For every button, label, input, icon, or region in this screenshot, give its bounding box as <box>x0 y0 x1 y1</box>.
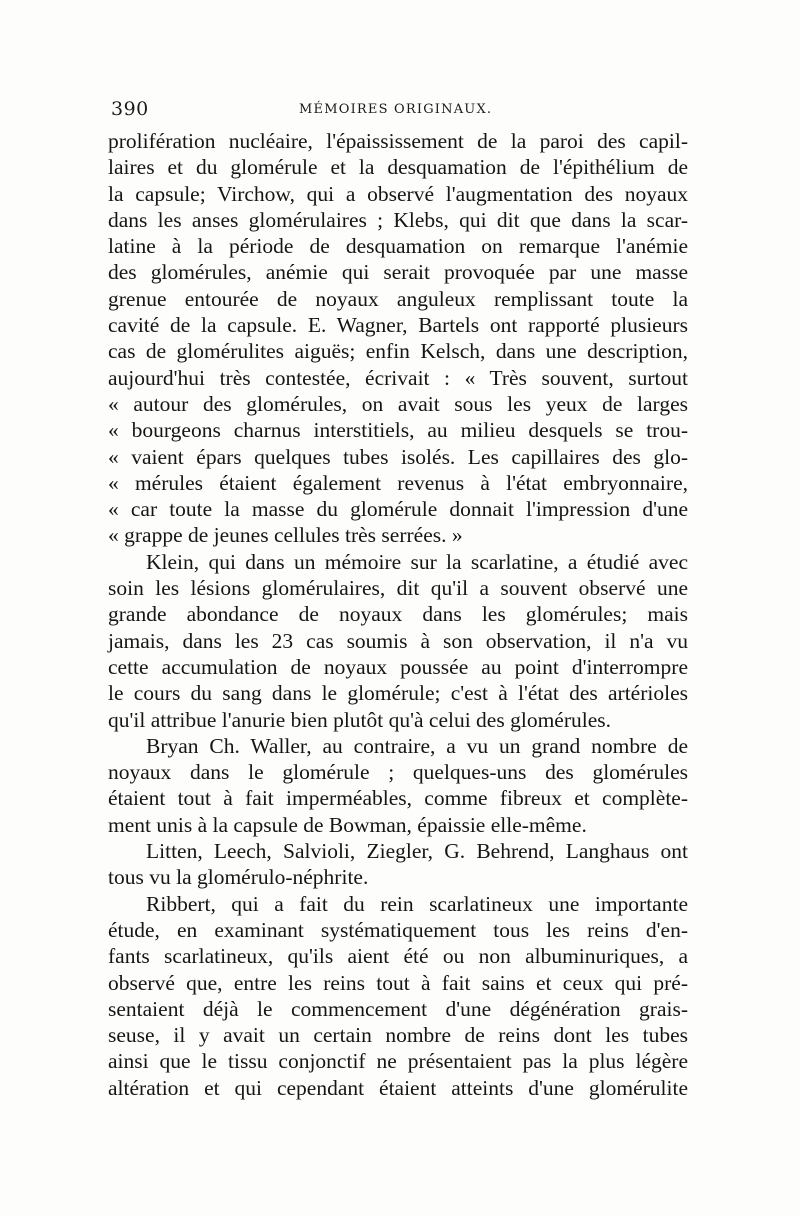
text-line: « vaient épars quelques tubes isolés. Les capillaires des glo- <box>108 444 688 469</box>
text-line: le cours du sang dans le glomérule; c'est à l'état des artérioles <box>108 681 688 706</box>
text-line: « car toute la masse du glomérule donnait l'impression d'une <box>108 497 688 522</box>
text-line: cavité de la capsule. E. Wagner, Bartels ont rapporté plusieurs <box>108 313 688 338</box>
body-text <box>108 128 688 1101</box>
text-line: « mérules étaient également revenus à l'état embryonnaire, <box>108 470 688 495</box>
text-line: seuse, il y avait un certain nombre de reins dont les tubes <box>108 1023 688 1048</box>
running-title: MÉMOIRES ORIGINAUX. <box>299 102 493 117</box>
text-line: cette accumulation de noyaux poussée au point d'interrompre <box>108 654 688 679</box>
page-header <box>111 98 681 126</box>
text-line: ainsi que le tissu conjonctif ne présentaient pas la plus légère <box>108 1049 688 1074</box>
text-line: Bryan Ch. Waller, au contraire, a vu un grand nombre de <box>146 733 688 758</box>
text-line: dans les anses glomérulaires ; Klebs, qui dit que dans la scar- <box>108 207 688 232</box>
text-line: « bourgeons charnus interstitiels, au milieu desquels se trou- <box>108 418 688 443</box>
text-line: sentaient déjà le commencement d'une dégénération grais- <box>108 996 688 1021</box>
text-line: grande abondance de noyaux dans les glomérules; mais <box>108 602 688 627</box>
text-line: étaient tout à fait imperméables, comme fibreux et complète- <box>108 786 688 811</box>
text-line: étude, en examinant systématiquement tous les reins d'en- <box>108 917 688 942</box>
text-line: Klein, qui dans un mémoire sur la scarlatine, a étudié avec <box>146 549 688 574</box>
text-line: laires et du glomérule et la desquamation de l'épithélium de <box>108 155 688 180</box>
text-line: soin les lésions glomérulaires, dit qu'il a souvent observé une <box>108 576 688 601</box>
page-number: 390 <box>111 98 149 120</box>
text-line: prolifération nucléaire, l'épaississement de la paroi des capil- <box>108 129 688 153</box>
text-line: Litten, Leech, Salvioli, Ziegler, G. Behrend, Langhaus ont <box>146 839 688 864</box>
text-line: Ribbert, qui a fait du rein scarlatineux une importante <box>146 891 688 916</box>
text-line: noyaux dans le glomérule ; quelques-uns des glomérules <box>108 760 688 785</box>
text-line: observé que, entre les reins tout à fait sains et ceux qui pré- <box>108 970 688 995</box>
text-line: altération et qui cependant étaient atteints d'une glomérulite <box>108 1075 688 1100</box>
text-line: qu'il attribue l'anurie bien plutôt qu'à celui des glomérules. <box>108 707 612 732</box>
text-line: grenue entourée de noyaux anguleux remplissant toute la <box>108 286 688 311</box>
text-line: cas de glomérulites aiguës; enfin Kelsch, dans une description, <box>108 339 688 364</box>
text-line: ment unis à la capsule de Bowman, épaissie elle-même. <box>108 812 587 837</box>
text-line: « grappe de jeunes cellules très serrées. » <box>108 523 463 548</box>
text-line: « autour des glomérules, on avait sous les yeux de larges <box>108 391 688 416</box>
text-line: fants scarlatineux, qu'ils aient été ou non albuminuriques, a <box>108 944 688 969</box>
text-line: la capsule; Virchow, qui a observé l'augmentation des noyaux <box>108 181 688 206</box>
text-line: aujourd'hui très contestée, écrivait : « Très souvent, surtout <box>108 365 688 390</box>
text-line: des glomérules, anémie qui serait provoquée par une masse <box>108 260 688 285</box>
text-line: jamais, dans les 23 cas soumis à son observation, il n'a vu <box>108 628 688 653</box>
text-line: latine à la période de desquamation on remarque l'anémie <box>108 234 688 259</box>
text-line: tous vu la glomérulo-néphrite. <box>108 865 369 890</box>
